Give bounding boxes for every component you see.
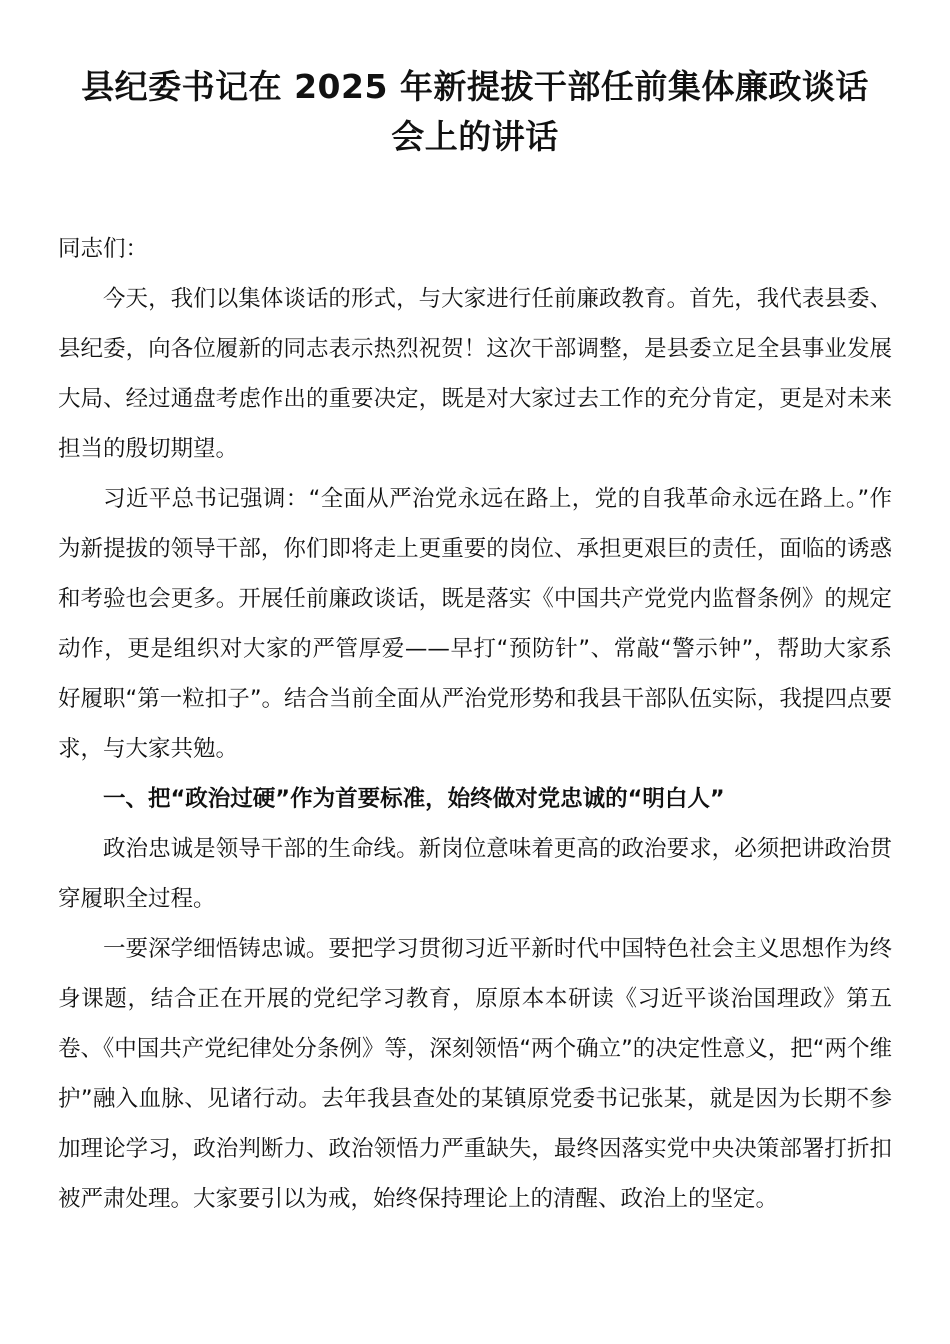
paragraph-intro: 今天，我们以集体谈话的形式，与大家进行任前廉政教育。首先，我代表县委、县纪委，向各位履新的同志表示热烈祝贺！这次干部调整，是县委立足全县事业发展大局、经过通盘考虑作出的重要决定，既是对大家过去工作的充分肯定，更是对未来担当的殷切期望。	[58, 286, 892, 462]
document-body	[58, 224, 892, 1224]
section-heading: 一、把“政治过硬”作为首要标准，始终做对党忠诚的“明白人”	[103, 786, 725, 812]
title-line-2: 会上的讲话	[391, 117, 559, 156]
document-title	[58, 62, 892, 162]
paragraph-quote: 习近平总书记强调：“全面从严治党永远在路上，党的自我革命永远在路上。”作为新提拔的领导干部，你们即将走上更重要的岗位、承担更艰巨的责任，面临的诱惑和考验也会更多。开展任前廉政谈话，既是落实《中国共产党党内监督条例》的规定动作，更是组织对大家的严管厚爱——早打“预防针”、常敲“警示钟”，帮助大家系好履职“第一粒扣子”。结合当前全面从严治党形势和我县干部队伍实际，我提四点要求，与大家共勉。	[58, 486, 892, 762]
title-line-1: 县纪委书记在 2025 年新提拔干部任前集体廉政谈话	[81, 67, 869, 106]
section-paragraph-1: 政治忠诚是领导干部的生命线。新岗位意味着更高的政治要求，必须把讲政治贯穿履职全过程。	[58, 836, 892, 912]
section-paragraph-2: 一要深学细悟铸忠诚。要把学习贯彻习近平新时代中国特色社会主义思想作为终身课题，结合正在开展的党纪学习教育，原原本本研读《习近平谈治国理政》第五卷、《中国共产党纪律处分条例》等，深刻领悟“两个确立”的决定性意义，把“两个维护”融入血脉、见诸行动。去年我县查处的某镇原党委书记张某，就是因为长期不参加理论学习，政治判断力、政治领悟力严重缺失，最终因落实党中央决策部署打折扣被严肃处理。大家要引以为戒，始终保持理论上的清醒、政治上的坚定。	[58, 936, 892, 1212]
salutation: 同志们：	[58, 236, 149, 262]
